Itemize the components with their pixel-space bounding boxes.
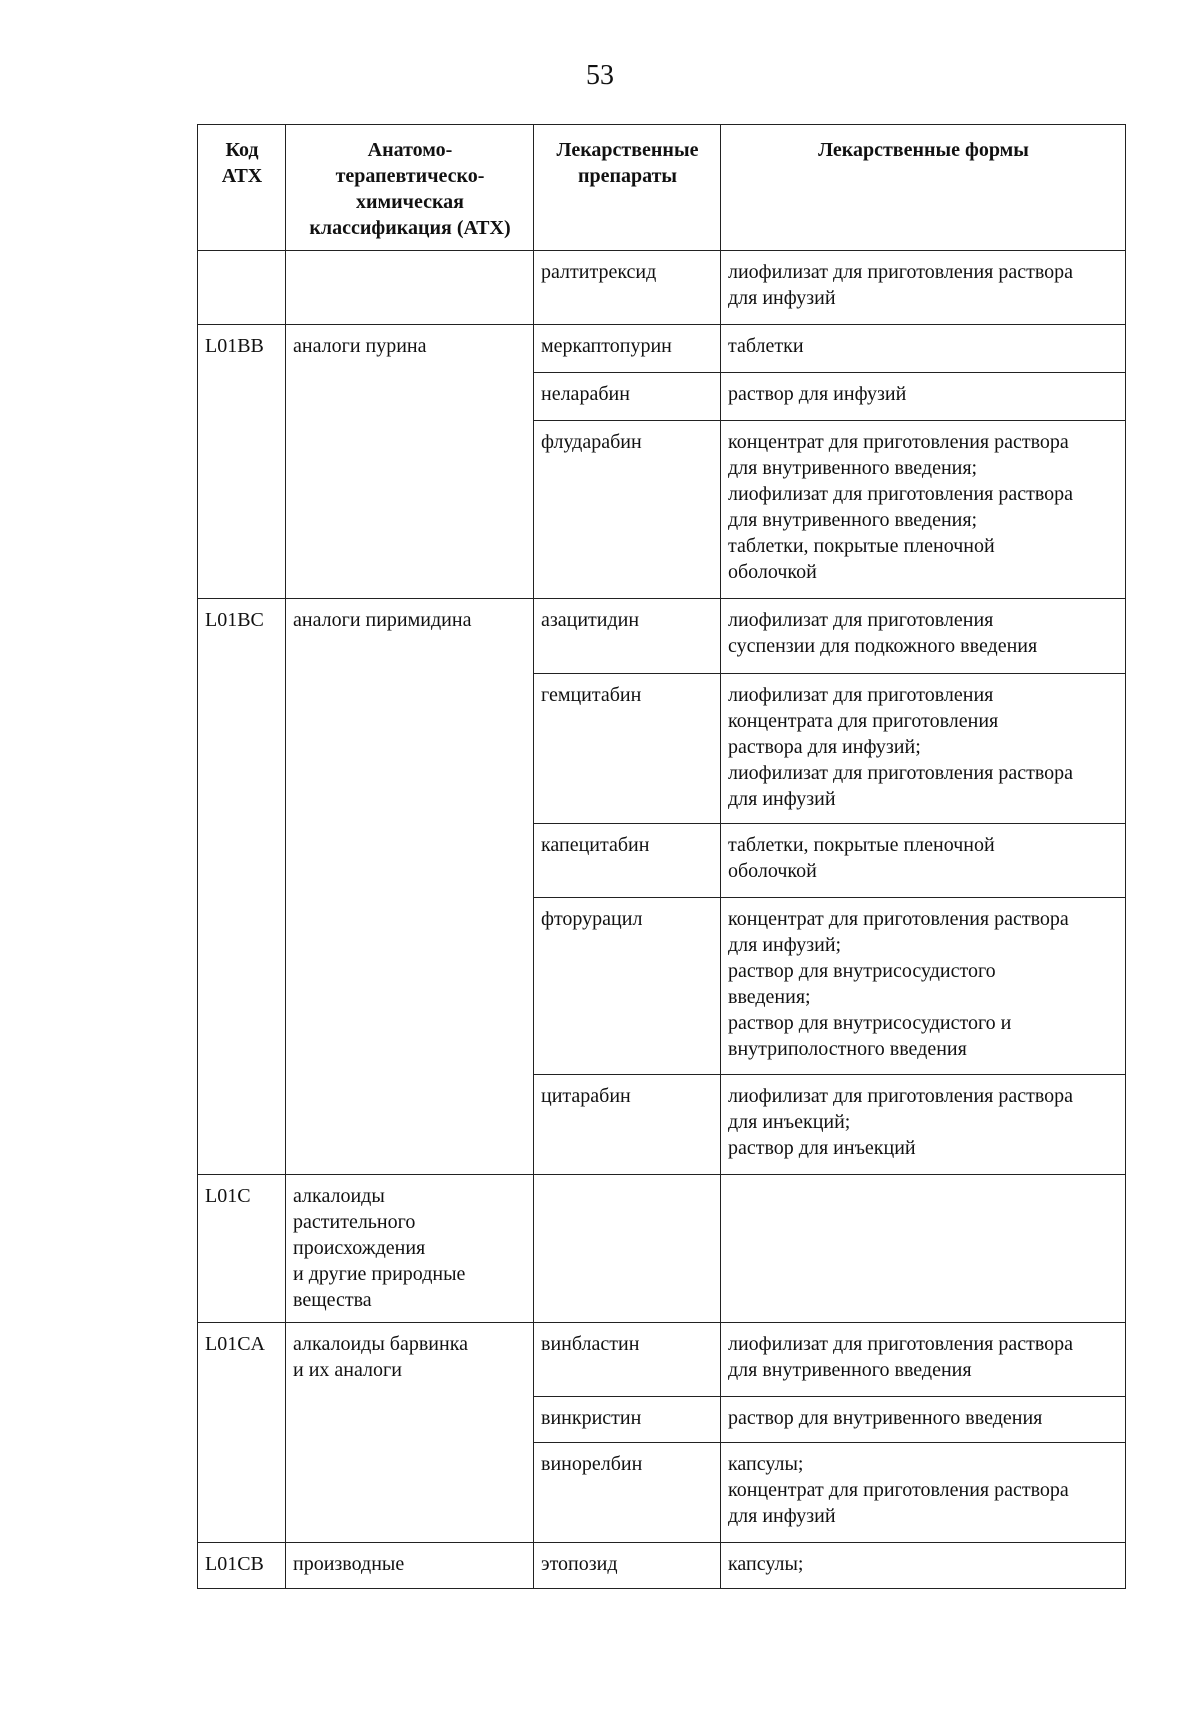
table-row <box>198 599 1126 674</box>
table-row <box>198 325 1126 373</box>
drug-name: цитарабин <box>534 1075 721 1175</box>
page-number: 53 <box>586 60 614 91</box>
dosage-forms <box>721 1175 1126 1323</box>
dosage-forms: лиофилизат для приготовления суспензии для подкожного введения <box>721 599 1126 674</box>
atx-classification: алкалоиды растительного происхождения и другие природные вещества <box>286 1175 534 1323</box>
drug-name: этопозид <box>534 1543 721 1589</box>
dosage-forms: таблетки <box>721 325 1126 373</box>
dosage-forms: лиофилизат для приготовления раствора для инфузий <box>721 251 1126 325</box>
atx-classification: аналоги пиримидина <box>286 599 534 1175</box>
header-classification: Анатомо- терапевтическо- химическая классификация (АТХ) <box>286 125 534 251</box>
atx-code: L01C <box>198 1175 286 1323</box>
table-row <box>198 1543 1126 1589</box>
drug-name: азацитидин <box>534 599 721 674</box>
drug-name: гемцитабин <box>534 674 721 824</box>
drug-name: меркаптопурин <box>534 325 721 373</box>
atx-code: L01CA <box>198 1323 286 1543</box>
dosage-forms: капсулы; <box>721 1543 1126 1589</box>
drug-name: винбластин <box>534 1323 721 1397</box>
drug-name <box>534 1175 721 1323</box>
atx-classification: алкалоиды барвинка и их аналоги <box>286 1323 534 1543</box>
atx-code: L01BC <box>198 599 286 1175</box>
atx-code <box>198 251 286 325</box>
atx-classification: аналоги пурина <box>286 325 534 599</box>
dosage-forms: концентрат для приготовления раствора для внутривенного введения; лиофилизат для приготовления раствора для внутривенного введения; таблетки, покрытые пленочной оболочкой <box>721 421 1126 599</box>
dosage-forms: таблетки, покрытые пленочной оболочкой <box>721 824 1126 898</box>
table-header-row <box>198 125 1126 251</box>
header-code: Код АТХ <box>198 125 286 251</box>
table-row <box>198 1323 1126 1397</box>
atx-drug-table <box>197 124 1126 1589</box>
dosage-forms: лиофилизат для приготовления концентрата для приготовления раствора для инфузий; лиофилизат для приготовления раствора для инфузий <box>721 674 1126 824</box>
table-row <box>198 1175 1126 1323</box>
dosage-forms: лиофилизат для приготовления раствора для инъекций; раствор для инъекций <box>721 1075 1126 1175</box>
atx-code: L01CB <box>198 1543 286 1589</box>
drug-name: флударабин <box>534 421 721 599</box>
atx-classification <box>286 251 534 325</box>
drug-name: винорелбин <box>534 1443 721 1543</box>
drug-name: неларабин <box>534 373 721 421</box>
atx-code: L01BB <box>198 325 286 599</box>
table-row <box>198 251 1126 325</box>
dosage-forms: концентрат для приготовления раствора для инфузий; раствор для внутрисосудистого введения; раствор для внутрисосудистого и внутриполостного введения <box>721 898 1126 1075</box>
drug-name: капецитабин <box>534 824 721 898</box>
dosage-forms: лиофилизат для приготовления раствора для внутривенного введения <box>721 1323 1126 1397</box>
dosage-forms: раствор для внутривенного введения <box>721 1397 1126 1443</box>
drug-name: винкристин <box>534 1397 721 1443</box>
dosage-forms: раствор для инфузий <box>721 373 1126 421</box>
header-drugs: Лекарственные препараты <box>534 125 721 251</box>
drug-name: фторурацил <box>534 898 721 1075</box>
drug-name: ралтитрексид <box>534 251 721 325</box>
dosage-forms: капсулы; концентрат для приготовления раствора для инфузий <box>721 1443 1126 1543</box>
atx-classification: производные <box>286 1543 534 1589</box>
header-forms: Лекарственные формы <box>721 125 1126 251</box>
